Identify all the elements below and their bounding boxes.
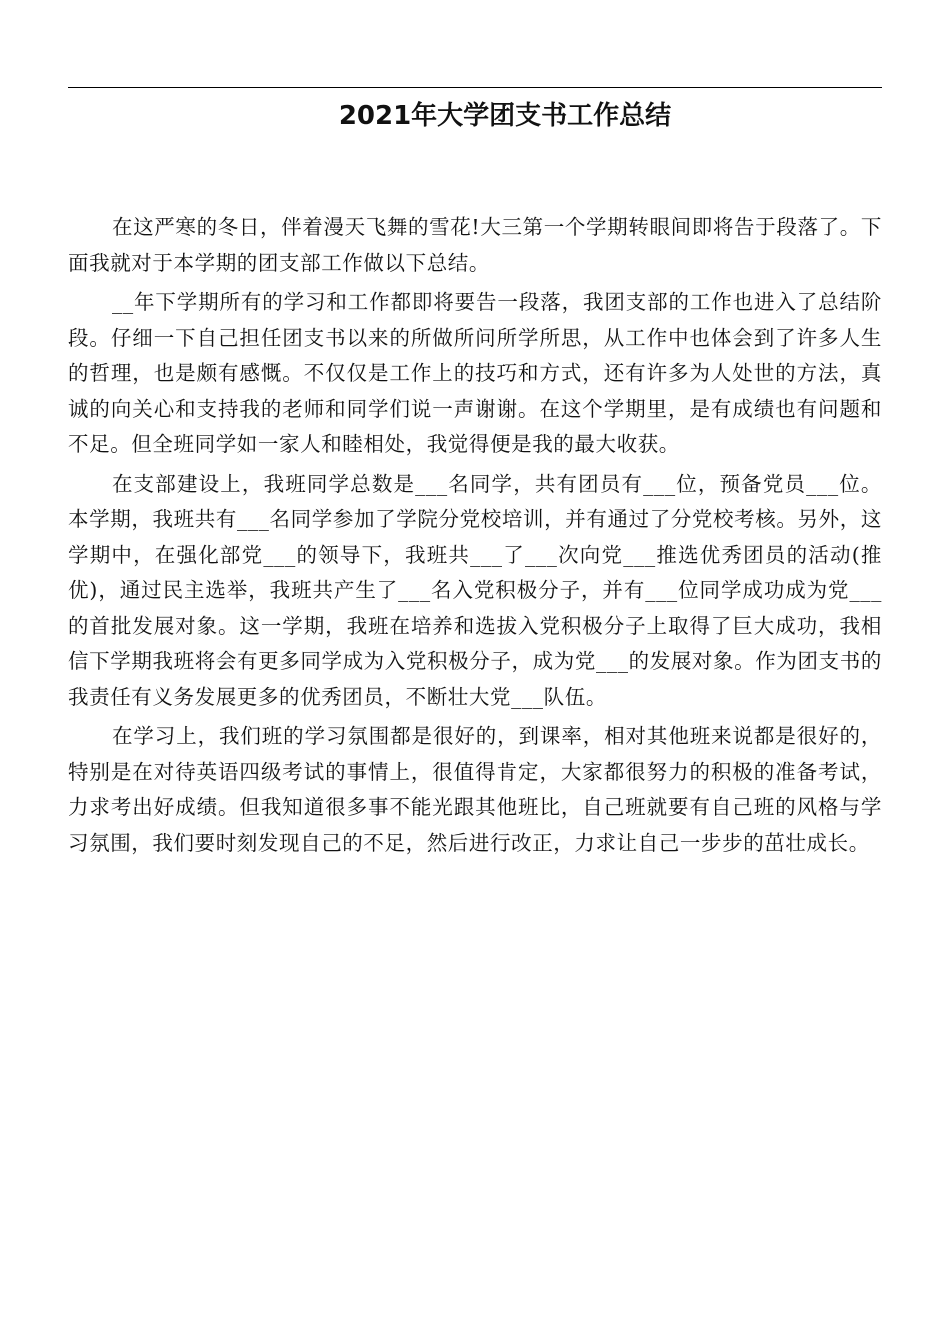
paragraph: 在这严寒的冬日，伴着漫天飞舞的雪花!大三第一个学期转眼间即将告于段落了。下面我就对于本学期的团支部工作做以下总结。 <box>68 215 882 275</box>
header-rule <box>68 87 882 88</box>
paragraph: 在支部建设上，我班同学总数是___名同学，共有团员有___位，预备党员___位。本学期，我班共有___名同学参加了学院分党校培训，并有通过了分党校考核。另外，这学期中，在强化部党___的领导下，我班共___了___次向党___推选优秀团员的活动(推优)，通过民主选举，我班共产生了___名入党积极分子，并有___位同学成功成为党___的首批发展对象。这一学期，我班在培养和选拔入党积极分子上取得了巨大成功，我相信下学期我班将会有更多同学成为入党积极分子，成为党___的发展对象。作为团支书的我责任有义务发展更多的优秀团员，不断壮大党___队伍。 <box>68 471 882 709</box>
paragraph: 在学习上，我们班的学习氛围都是很好的，到课率，相对其他班来说都是很好的，特别是在对待英语四级考试的事情上，很值得肯定，大家都很努力的积极的准备考试，力求考出好成绩。但我知道很多事不能光跟其他班比，自己班就要有自己班的风格与学习氛围，我们要时刻发现自己的不足，然后进行改正，力求让自己一步步的茁壮成长。 <box>68 724 882 855</box>
document-body <box>68 210 882 861</box>
document-title: 2021年大学团支书工作总结 <box>338 101 672 131</box>
paragraph: __年下学期所有的学习和工作都即将要告一段落，我团支部的工作也进入了总结阶段。仔细一下自己担任团支书以来的所做所问所学所思，从工作中也体会到了许多人生的哲理，也是颇有感慨。不仅仅是工作上的技巧和方式，还有许多为人处世的方法，真诚的向关心和支持我的老师和同学们说一声谢谢。在这个学期里，是有成绩也有问题和不足。但全班同学如一家人和睦相处，我觉得便是我的最大收获。 <box>68 290 882 456</box>
